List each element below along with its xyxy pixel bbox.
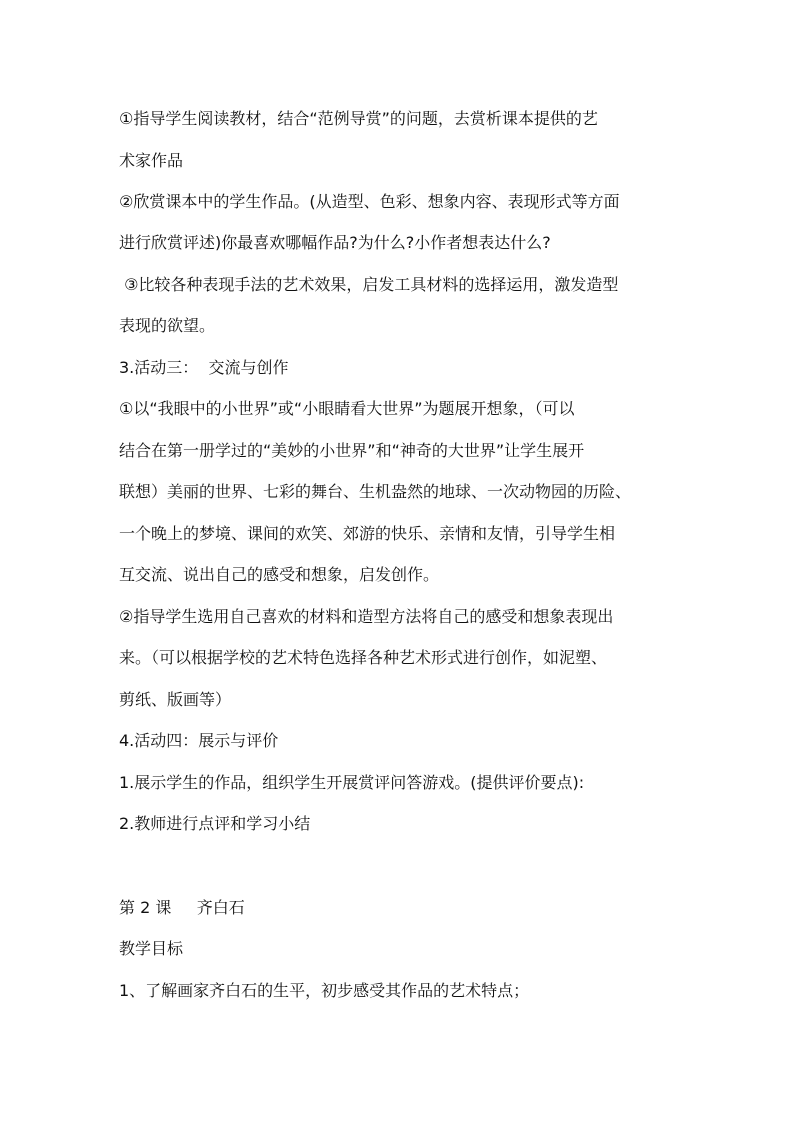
paragraph-line: 进行欣赏评述)你最喜欢哪幅作品?为什么?小作者想表达什么? (119, 233, 551, 252)
section-heading: 教学目标 (119, 939, 184, 958)
paragraph-line: 1、了解画家齐白石的生平，初步感受其作品的艺术特点； (119, 981, 530, 1000)
paragraph-line: 表现的欲望。 (119, 316, 216, 335)
section-heading: 4.活动四：展示与评价 (119, 731, 279, 750)
paragraph-line: ③比较各种表现手法的艺术效果，启发工具材料的选择运用，激发造型 (119, 275, 619, 294)
lesson-title: 第 2 课 齐白石 (119, 898, 245, 917)
paragraph-line: 一个晚上的梦境、课间的欢笑、郊游的快乐、亲情和友情，引导学生相 (119, 524, 616, 543)
paragraph-line: 2.教师进行点评和学习小结 (119, 814, 311, 833)
paragraph-line: 结合在第一册学过的“美妙的小世界”和“神奇的大世界”让学生展开 (119, 441, 585, 460)
paragraph-line: 剪纸、版画等） (119, 690, 232, 709)
paragraph-line: ②指导学生选用自己喜欢的材料和造型方法将自己的感受和想象表现出 (119, 607, 614, 626)
section-heading: 3.活动三： 交流与创作 (119, 358, 289, 377)
paragraph-line: 术家作品 (119, 151, 184, 170)
paragraph-line: ②欣赏课本中的学生作品。(从造型、色彩、想象内容、表现形式等方面 (119, 192, 620, 211)
paragraph-line: ①以“我眼中的小世界”或“小眼睛看大世界”为题展开想象，（可以 (119, 399, 575, 418)
paragraph-line: 1.展示学生的作品，组织学生开展赏评问答游戏。(提供评价要点): (119, 773, 585, 792)
paragraph-line: ①指导学生阅读教材，结合“范例导赏”的问题，去赏析课本提供的艺 (119, 109, 598, 128)
paragraph-line: 来。（可以根据学校的艺术特色选择各种艺术形式进行创作，如泥塑、 (119, 648, 608, 667)
paragraph-line: 互交流、说出自己的感受和想象，启发创作。 (119, 565, 440, 584)
paragraph-line: 联想）美丽的世界、七彩的舞台、生机盎然的地球、一次动物园的历险、 (119, 482, 632, 501)
